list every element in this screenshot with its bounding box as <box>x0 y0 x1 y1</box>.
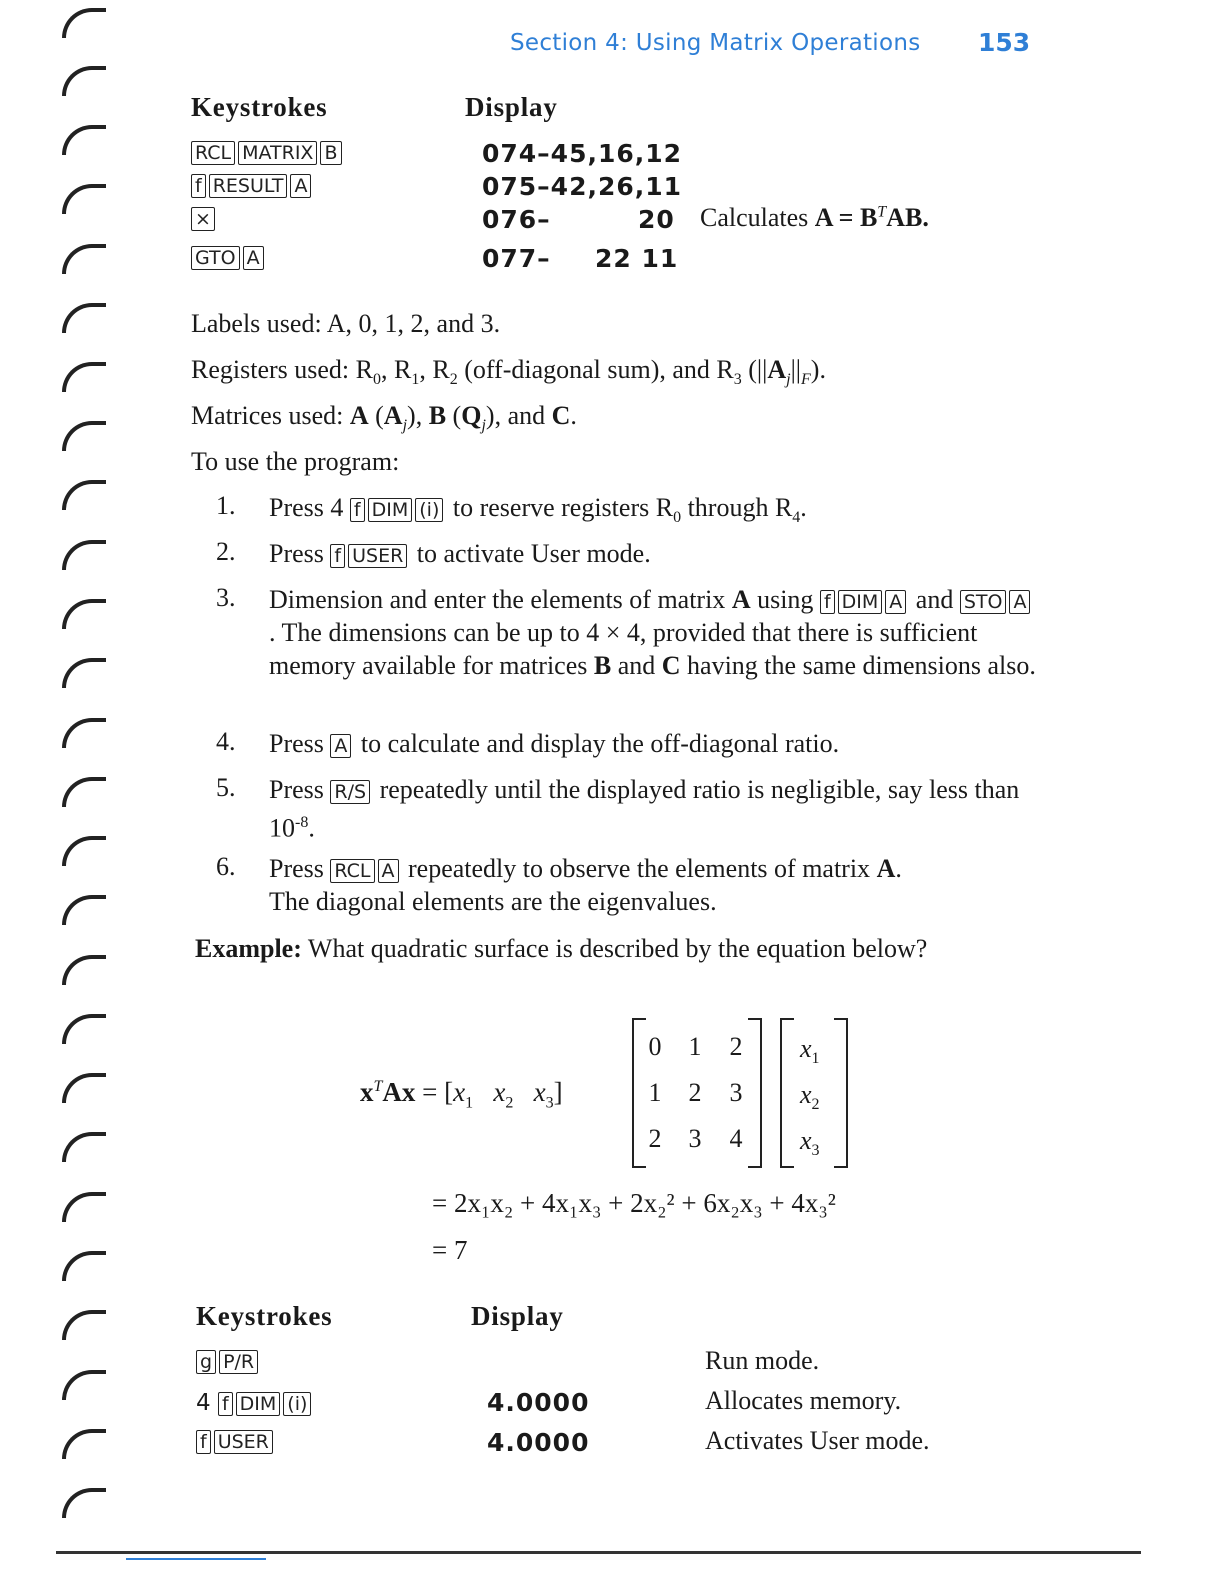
example-paragraph: Example: What quadratic surface is described by the equation below? <box>195 934 928 963</box>
matrix-cell: 3 <box>688 1124 702 1153</box>
keystroke-row-2 <box>191 174 314 198</box>
row-3-description: Calculates $A = B^TAB$. <box>700 203 929 232</box>
row-5-description: Run mode. <box>705 1346 820 1375</box>
key-multiply: × <box>191 207 215 231</box>
equation-lhs: $x^TAx = [x_1$ $x_2$ $x_3$] <box>360 1077 563 1112</box>
keystrokes-heading-2: Keystrokes <box>196 1301 333 1331</box>
display-row-4-left: 077– <box>482 244 551 273</box>
equation-result: = 7 <box>432 1235 468 1265</box>
matrix-cell: 4 <box>729 1124 743 1153</box>
matrix-cell: 2 <box>688 1078 702 1107</box>
registers-used: Registers used: $R_0$, $R_1$, $R_2$ (off-diagonal sum), and $R_3$ $(||A_j||_F)$. <box>191 355 826 389</box>
key-a: A <box>290 174 311 198</box>
step-6-text: Press RCL A repeatedly to observe the elements of matrix A. The diagonal elements are the eigenvalues. <box>269 854 902 916</box>
display-row-7: 4.0000 <box>487 1428 590 1457</box>
key-i: (i) <box>283 1392 311 1416</box>
key-f: f <box>196 1430 211 1454</box>
step-5-number: 5. <box>216 773 236 802</box>
display-row-2: 075–42,26,11 <box>482 172 683 201</box>
matrix-cell: 1 <box>688 1032 702 1061</box>
keystrokes-heading: Keystrokes <box>191 92 328 122</box>
step-6-number: 6. <box>216 852 236 881</box>
step-2-text: Press f USER to activate User mode. <box>269 539 651 568</box>
page-number: 153 <box>978 28 1031 57</box>
key-dim: DIM <box>236 1392 281 1416</box>
labels-used: Labels used: A, 0, 1, 2, and 3. <box>191 309 501 338</box>
vector-entry: $x_2$ <box>800 1080 820 1114</box>
display-row-4-right: 22 11 <box>595 244 679 273</box>
matrix-cell: 2 <box>648 1124 662 1153</box>
key-f: f <box>218 1392 233 1416</box>
row-7-description: Activates User mode. <box>705 1426 930 1455</box>
step-1-text: Press 4 f DIM (i) to reserve registers $R_0$ through $R_4$. <box>269 493 807 527</box>
keystroke-row-4 <box>191 246 267 270</box>
display-row-3-left: 076– <box>482 205 551 234</box>
key-result: RESULT <box>209 174 288 198</box>
display-heading-2: Display <box>471 1301 564 1331</box>
display-row-3-right: 20 <box>638 205 675 234</box>
keystroke-row-7 <box>196 1430 276 1454</box>
bottom-accent <box>126 1558 266 1560</box>
matrix-cell: 2 <box>729 1032 743 1061</box>
key-a: A <box>243 246 264 270</box>
display-row-6: 4.0000 <box>487 1388 590 1417</box>
key-pr: P/R <box>219 1350 258 1374</box>
bottom-rule <box>56 1551 1141 1554</box>
key-user: USER <box>214 1430 273 1454</box>
matrices-used: Matrices used: A $(A_j)$, B $(Q_j)$, and C. <box>191 401 577 435</box>
row-6-description: Allocates memory. <box>705 1386 902 1415</box>
step-3-number: 3. <box>216 583 236 612</box>
keystroke-row-6: 4 f DIM (i) <box>196 1390 314 1416</box>
key-b: B <box>320 141 341 165</box>
step-4-text: Press A to calculate and display the off-diagonal ratio. <box>269 729 840 758</box>
step-4-number: 4. <box>216 727 236 756</box>
matrix-cell: 3 <box>729 1078 743 1107</box>
key-rcl: RCL <box>191 141 235 165</box>
matrix-cell: 1 <box>648 1078 662 1107</box>
vector-entry: $x_3$ <box>800 1126 820 1160</box>
vector-entry: $x_1$ <box>800 1034 820 1068</box>
to-use-heading: To use the program: <box>191 447 400 476</box>
matrix-cell: 0 <box>648 1032 662 1061</box>
keystroke-row-1 <box>191 141 345 165</box>
key-gto: GTO <box>191 246 240 270</box>
key-matrix: MATRIX <box>238 141 317 165</box>
step-2-number: 2. <box>216 537 236 566</box>
step-5-text: Press R/S repeatedly until the displayed ratio is negligible, say less than $10^{-8}$. <box>269 775 1020 843</box>
section-title: Section 4: Using Matrix Operations <box>510 30 921 56</box>
step-1-number: 1. <box>216 491 236 520</box>
key-f: f <box>191 174 206 198</box>
keystroke-row-5 <box>196 1350 261 1374</box>
step-3-text: Dimension and enter the elements of matrix A using f DIM A and STO A. The dimensions can be up to 4 × 4, provided that there is sufficient memory available for matrices B and C having the same dimensions also. <box>269 585 1036 680</box>
keystroke-row-3 <box>191 207 218 231</box>
key-g: g <box>196 1350 216 1374</box>
equation-expanded: = 2x₁x₂ + 4x₁x₃ + 2x₂² + 6x₂x₃ + 4x₃² <box>432 1188 836 1218</box>
display-heading: Display <box>465 92 558 122</box>
display-row-1: 074–45,16,12 <box>482 139 683 168</box>
